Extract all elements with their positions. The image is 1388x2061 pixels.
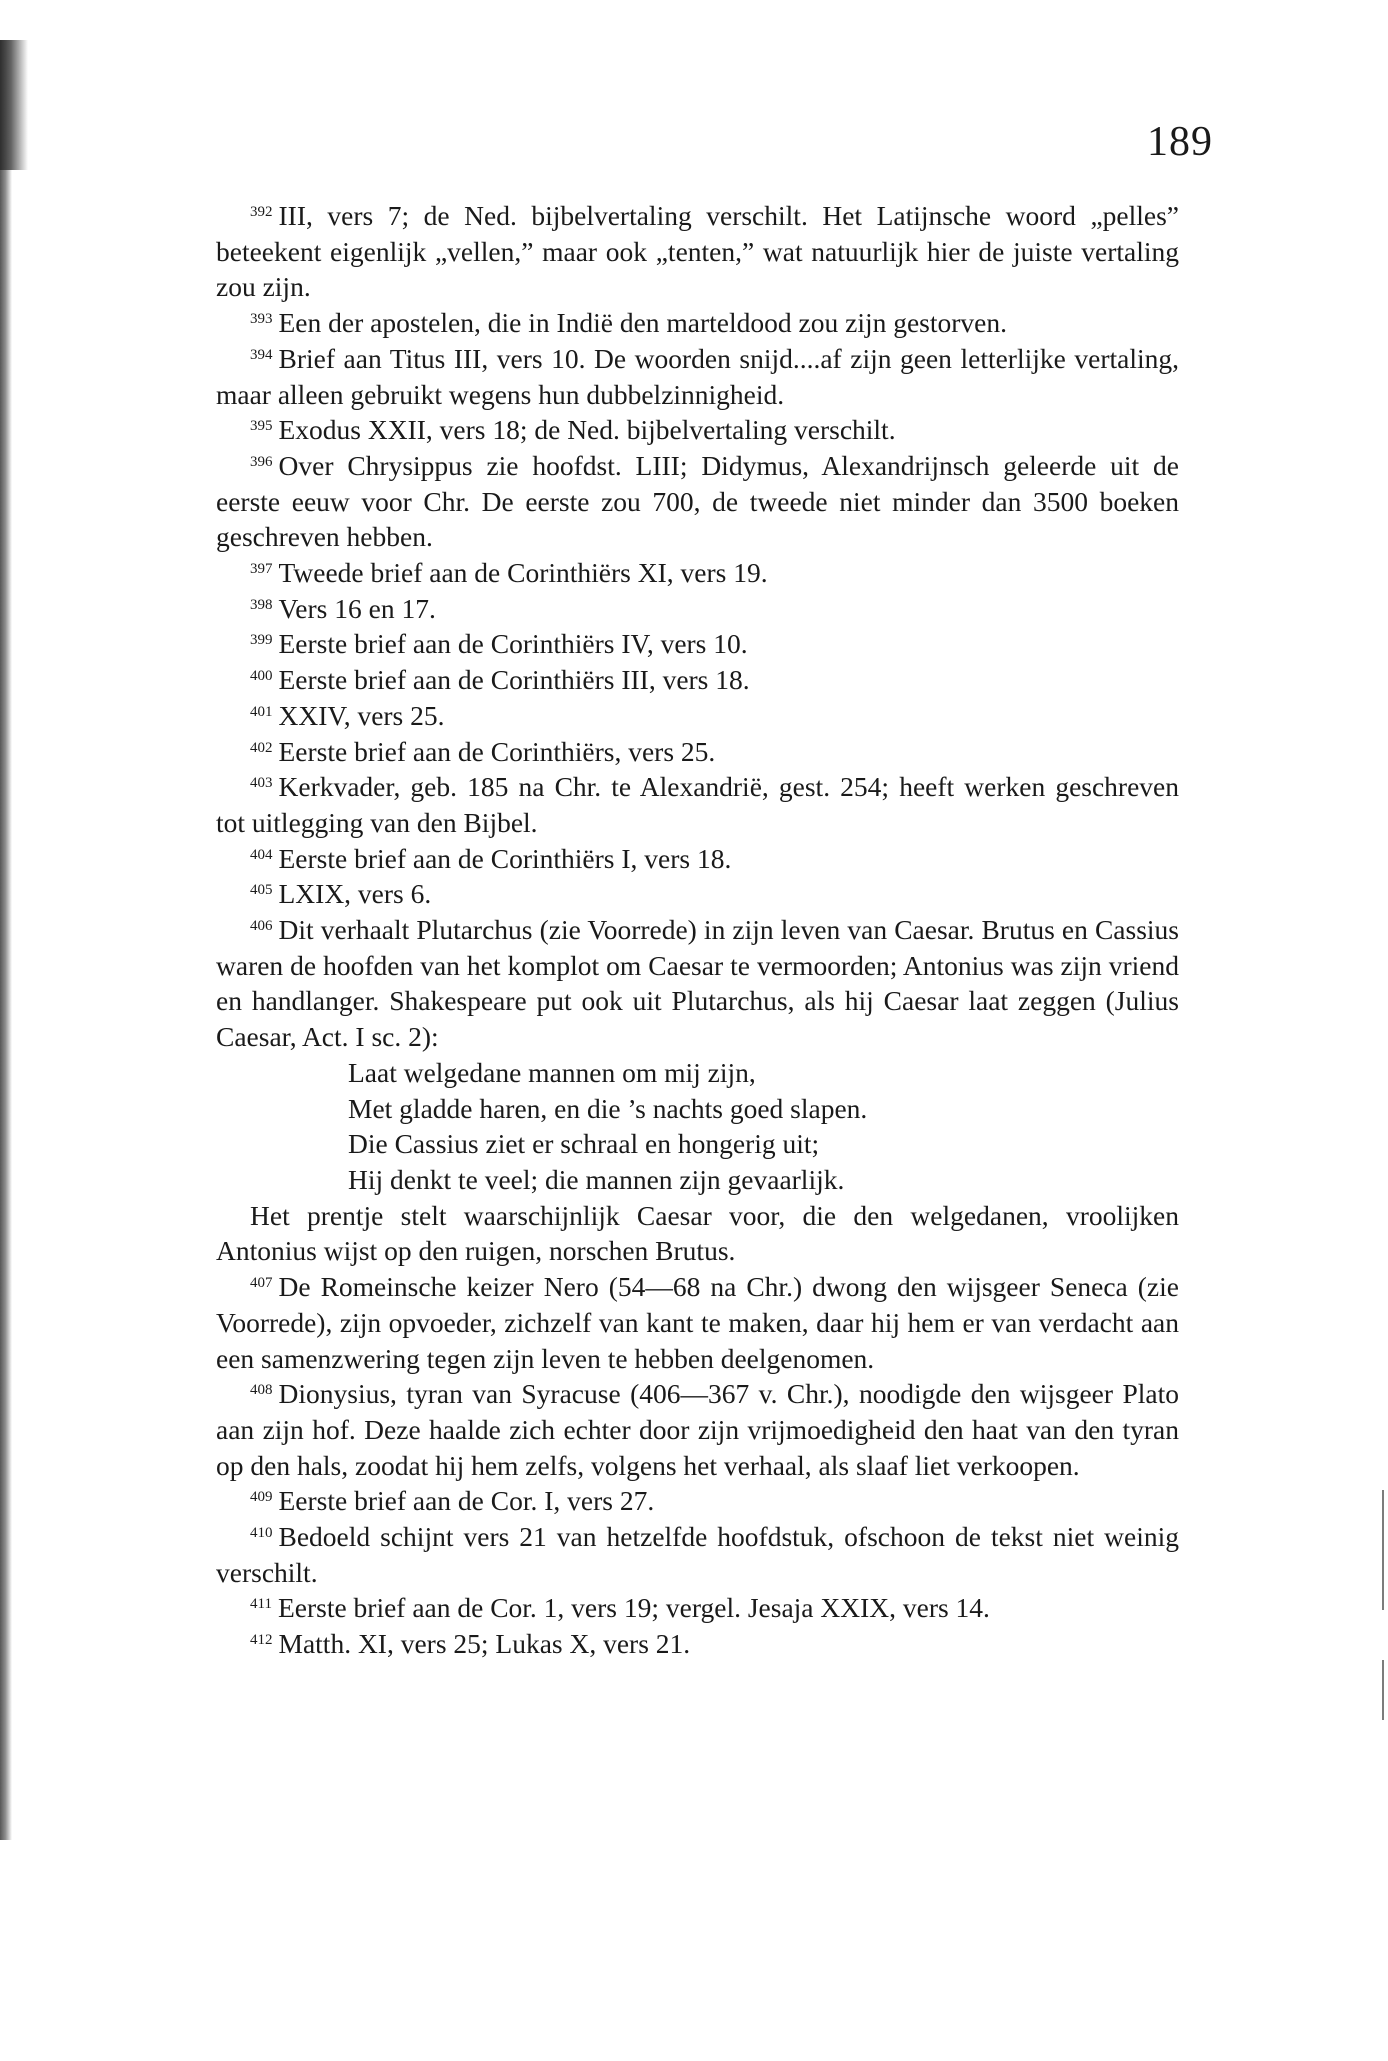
note-400: [216, 662, 1179, 698]
note-text: De Romeinsche keizer Nero (54—68 na Chr.) dwong den wijsgeer Seneca (zie Voorrede), zijn opvoeder, zichzelf van kant te maken, daar hij hem er van verdacht aan een samenzwering tegen zijn leven te hebben deelgenomen.: [216, 1271, 1179, 1374]
note-text: Eerste brief aan de Corinthiërs I, vers 18.: [278, 842, 732, 874]
note-number: 400: [250, 668, 273, 685]
note-number: 396: [250, 453, 273, 470]
note-number: 402: [250, 739, 273, 756]
note-412: [216, 1626, 1179, 1662]
verse-line: Die Cassius ziet er schraal en hongerig uit;: [348, 1128, 820, 1160]
note-406-continuation: Het prentje stelt waarschijnlijk Caesar voor, die den welgedanen, vroolijken Antonius wijst op den ruigen, norschen Brutus.: [216, 1199, 1179, 1267]
note-number: 410: [250, 1525, 273, 1542]
note-number: 394: [250, 346, 273, 363]
note-text: Eerste brief aan de Corinthiërs, vers 25.: [278, 735, 716, 767]
note-409: [216, 1483, 1179, 1519]
verse-line: Met gladde haren, en die ’s nachts goed slapen.: [348, 1092, 868, 1124]
note-398: [216, 591, 1179, 627]
note-number: 404: [250, 846, 273, 863]
note-397: [216, 555, 1179, 591]
note-text: Matth. XI, vers 25; Lukas X, vers 21.: [278, 1628, 691, 1660]
note-text: Tweede brief aan de Corinthiërs XI, vers 19.: [278, 557, 768, 589]
note-text: Vers 16 en 17.: [278, 592, 436, 624]
note-number: 395: [250, 418, 273, 435]
note-number: 399: [250, 632, 273, 649]
note-text: Een der apostelen, die in Indië den marteldood zou zijn gestorven.: [278, 307, 1008, 339]
note-number: 405: [250, 882, 273, 899]
note-text: Eerste brief aan de Corinthiërs III, vers 18.: [278, 664, 750, 696]
note-402: [216, 734, 1179, 770]
note-394: [216, 341, 1179, 412]
note-number: 412: [250, 1632, 273, 1649]
note-text: XXIV, vers 25.: [278, 699, 445, 731]
note-401: [216, 698, 1179, 734]
note-393: [216, 305, 1179, 341]
note-number: 392: [250, 204, 273, 220]
page-number: 189: [1147, 119, 1213, 165]
note-403: [216, 769, 1179, 840]
note-text: Eerste brief aan de Cor. I, vers 27.: [278, 1485, 655, 1517]
note-408: [216, 1376, 1179, 1483]
note-text: Over Chrysippus zie hoofdst. LIII; Didymus, Alexandrijnsch geleerde uit de eerste eeuw voor Chr. De eerste zou 700, de tweede niet minder dan 3500 boeken geschreven hebben.: [216, 449, 1179, 553]
scan-mark-right: [1382, 1490, 1384, 1610]
note-number: 411: [250, 1596, 272, 1613]
note-number: 397: [250, 561, 273, 578]
note-number: 398: [250, 596, 273, 613]
note-number: 403: [250, 775, 273, 792]
note-404: [216, 841, 1179, 877]
footnotes: [216, 198, 1179, 1662]
verse-line: Hij denkt te veel; die mannen zijn gevaarlijk.: [348, 1163, 845, 1195]
note-text: Eerste brief aan de Corinthiërs IV, vers 10.: [278, 628, 748, 660]
note-396: [216, 448, 1179, 555]
note-405: [216, 876, 1179, 912]
note-text: Exodus XXII, vers 18; de Ned. bijbelvertaling verschilt.: [278, 414, 896, 446]
note-number: 406: [250, 918, 273, 935]
note-411: [216, 1590, 1179, 1626]
note-text: Kerkvader, geb. 185 na Chr. te Alexandrië, gest. 254; heeft werken geschreven tot uitlegging van den Bijbel.: [216, 771, 1179, 838]
note-text: Dit verhaalt Plutarchus (zie Voorrede) in zijn leven van Caesar. Brutus en Cassius waren de hoofden van het komplot om Caesar te vermoorden; Antonius was zijn vriend en handlanger. Shakespeare put ook uit Plutarchus, als hij Caesar laat zeggen (Julius Caesar, Act. I sc. 2):: [216, 914, 1179, 1053]
verse-line: Laat welgedane mannen om mij zijn,: [348, 1056, 756, 1088]
note-number: 407: [250, 1275, 273, 1292]
note-text: Dionysius, tyran van Syracuse (406—367 v. Chr.), noodigde den wijsgeer Plato aan zijn hof. Deze haalde zich echter door zijn vrijmoedigheid den haat van den tyran op den hals, zoodat hij hem zelfs, volgens het verhaal, als slaaf liet verkoopen.: [216, 1378, 1179, 1481]
note-text: LXIX, vers 6.: [278, 878, 432, 910]
note-399: [216, 626, 1179, 662]
scan-mark-right-lower: [1382, 1660, 1384, 1720]
note-406: [216, 912, 1179, 1055]
note-number: 409: [250, 1489, 273, 1506]
note-395: [216, 412, 1179, 448]
note-text: Brief aan Titus III, vers 10. De woorden snijd....af zijn geen letterlijke vertaling, maar alleen gebruikt wegens hun dubbelzinnigheid.: [216, 342, 1179, 410]
note-407: [216, 1269, 1179, 1376]
scan-shadow-left: [0, 40, 12, 1840]
note-number: 401: [250, 703, 273, 720]
note-410: [216, 1519, 1179, 1590]
note-text: Bedoeld schijnt vers 21 van hetzelfde hoofdstuk, ofschoon de tekst niet weinig verschilt.: [216, 1521, 1179, 1588]
note-number: 408: [250, 1382, 273, 1399]
note-text: III, vers 7; de Ned. bijbelvertaling verschilt. Het Latijnsche woord „pelles” beteekent eigenlijk „vellen,” maar ook „tenten,” wat natuurlijk hier de juiste vertaling zou zijn.: [216, 200, 1179, 303]
note-text: Eerste brief aan de Cor. 1, vers 19; vergel. Jesaja XXIX, vers 14.: [277, 1592, 990, 1624]
scan-shadow-top-left: [0, 40, 28, 170]
note-number: 393: [250, 311, 273, 328]
note-392: [216, 198, 1179, 305]
